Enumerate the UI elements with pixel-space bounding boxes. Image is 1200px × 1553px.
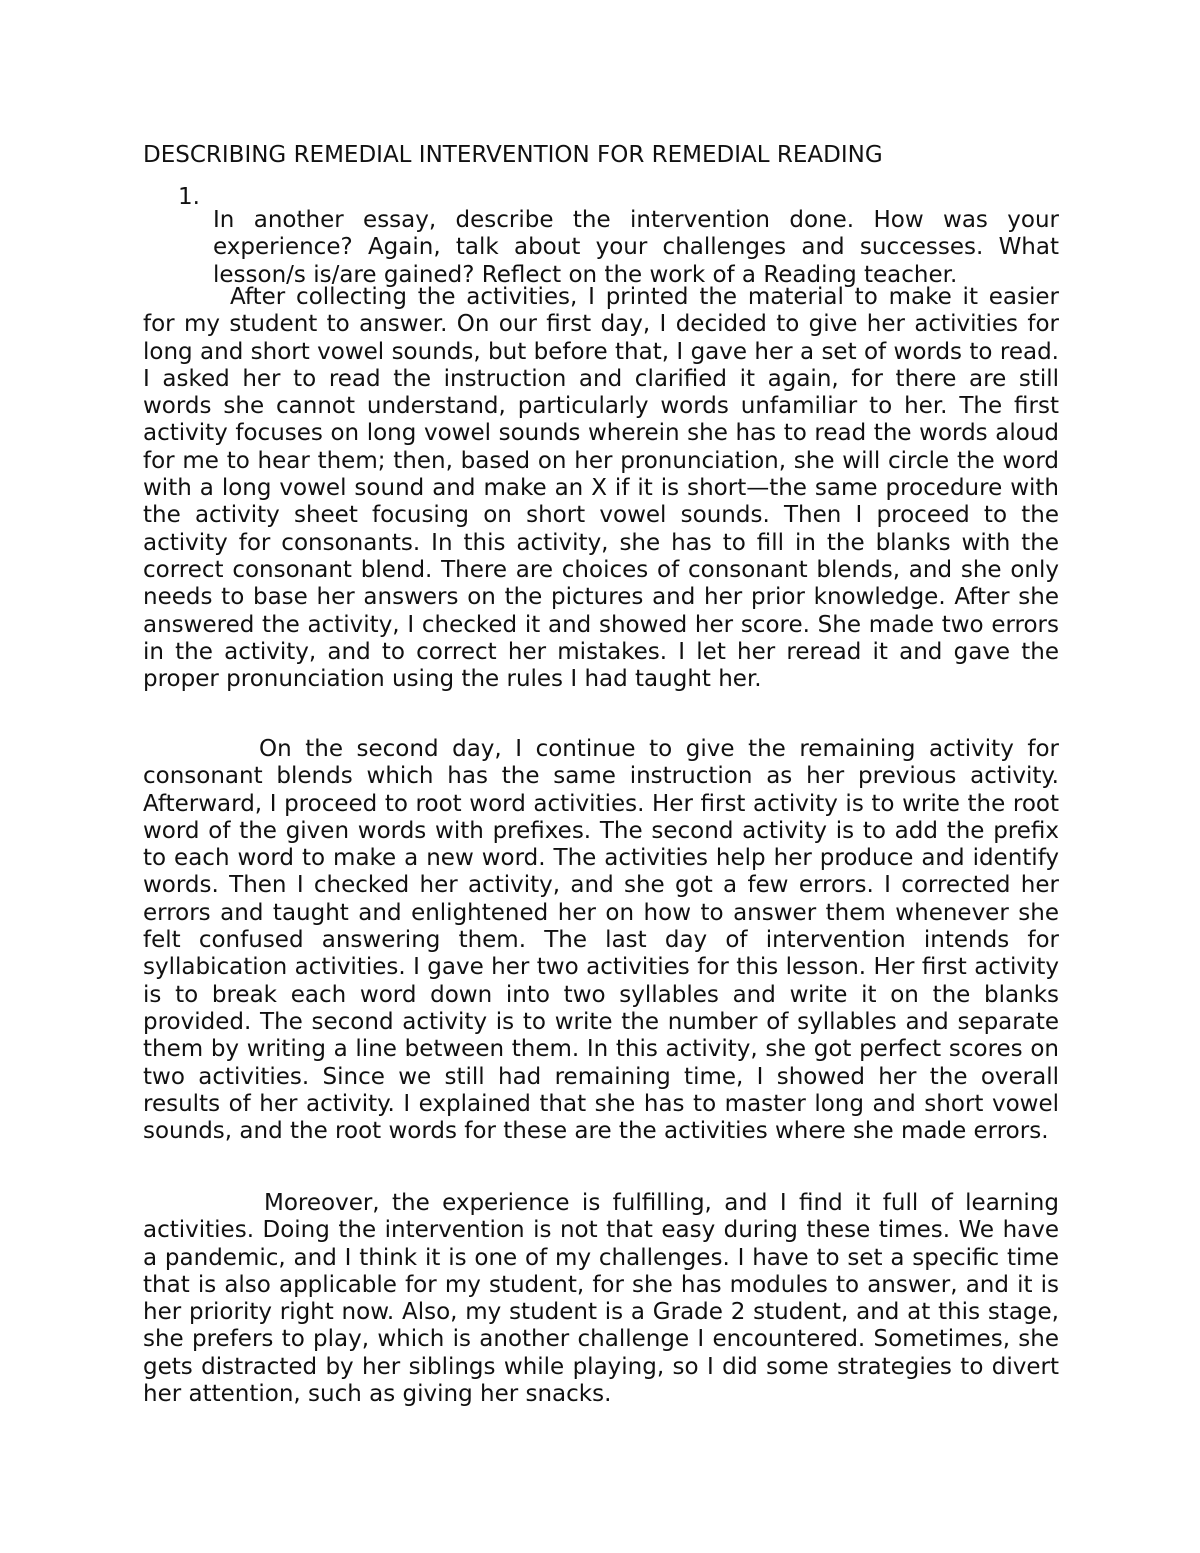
paragraph-reflection: Moreover, the experience is fulfilling, and I find it full of learning activities. Doing the intervention is not that easy during these times. We have a pandemic, and I think it is one of my challenges. I have to set a specific time that is also applicable for my student, for she has modules to answer, and it is her priority right now. Also, my student is a Grade 2 student, and at this stage, she prefers to play, which is another challenge I encountered. Sometimes, she gets distracted by her siblings while playing, so I did some strategies to divert her attention, such as giving her snacks.	[143, 1190, 1059, 1408]
paragraph-second-day: On the second day, I continue to give the remaining activity for consonant blends which has the same instruction as her previous activity. Afterward, I proceed to root word activities. Her first activity is to write the root word of the given words with prefixes. The second activity is to add the prefix to each word to make a new word. The activities help her produce and identify words. Then I checked her activity, and she got a few errors. I corrected her errors and taught and enlightened her on how to answer them whenever she felt confused answering them. The last day of intervention intends for syllabication activities. I gave her two activities for this lesson. Her first activity is to break each word down into two syllables and write it on the blanks provided. The second activity is to write the number of syllables and separate them by writing a line between them. In this activity, she got perfect scores on two activities. Since we still had remaining time, I showed her the overall results of her activity. I explained that she has to master long and short vowel sounds, and the root words for these are the activities where she made errors.	[143, 736, 1059, 1145]
paragraph-first-day: After collecting the activities, I printed the material to make it easier for my student to answer. On our first day, I decided to give her activities for long and short vowel sounds, but before that, I gave her a set of words to read. I asked her to read the instruction and clarified it again, for there are still words she cannot understand, particularly words unfamiliar to her. The first activity focuses on long vowel sounds wherein she has to read the words aloud for me to hear them; then, based on her pronunciation, she will circle the word with a long vowel sound and make an X if it is short—the same procedure with the activity sheet focusing on short vowel sounds. Then I proceed to the activity for consonants. In this activity, she has to fill in the blanks with the correct consonant blend. There are choices of consonant blends, and she only needs to base her answers on the pictures and her prior knowledge. After she answered the activity, I checked it and showed her score. She made two errors in the activity, and to correct her mistakes. I let her reread it and gave the proper pronunciation using the rules I had taught her.	[143, 284, 1059, 693]
document-title: DESCRIBING REMEDIAL INTERVENTION FOR REMEDIAL READING	[143, 142, 883, 168]
prompt-text: In another essay, describe the intervention done. How was your experience? Again, talk about your challenges and successes. What lesson/s is/are gained? Reflect on the work of a Reading teacher.	[213, 207, 1059, 288]
prompt-number: 1.	[178, 184, 200, 210]
